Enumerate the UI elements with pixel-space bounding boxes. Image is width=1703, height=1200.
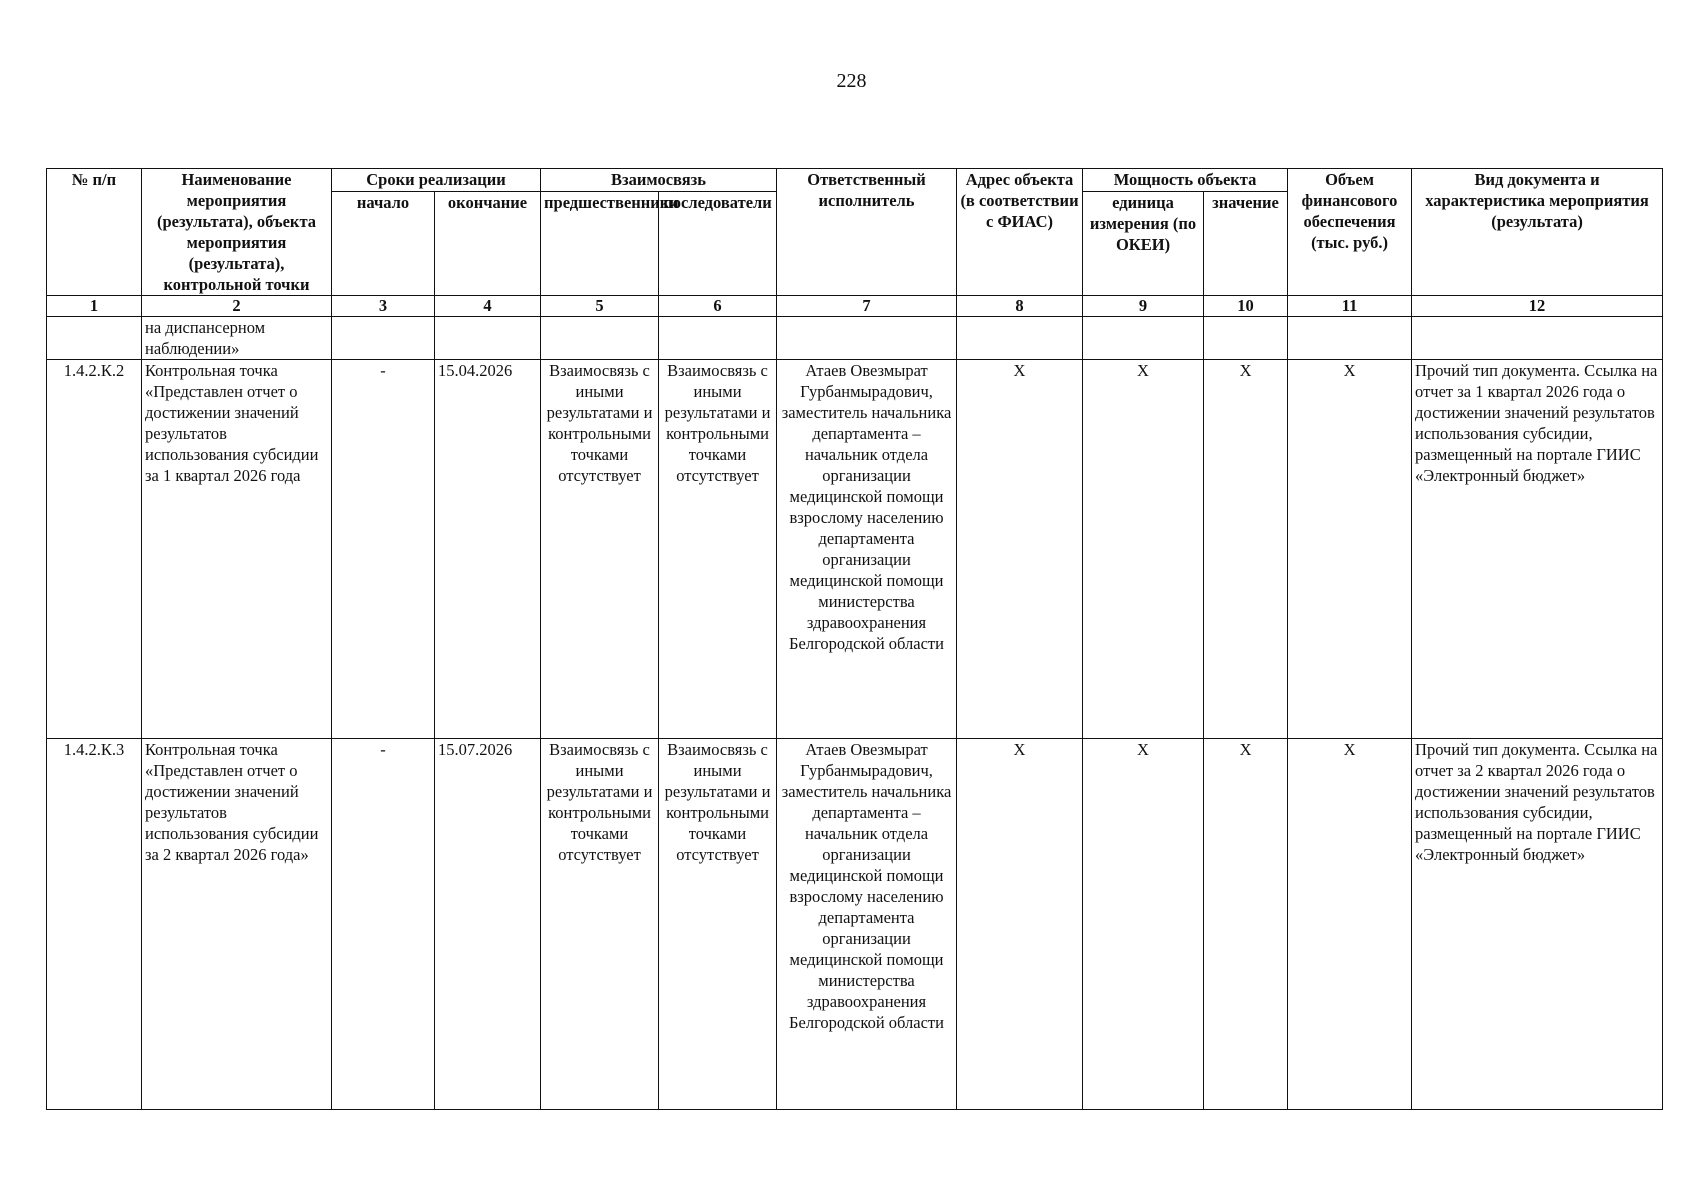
column-number: 4 bbox=[435, 296, 541, 317]
row-name: Контрольная точка «Представлен отчет о достижении значений результатов использования субсидии за 1 квартал 2026 года bbox=[142, 360, 332, 739]
header-capacity: Мощность объекта bbox=[1083, 169, 1288, 192]
row-predecessors: Взаимосвязь с иными результатами и контрольными точками отсутствует bbox=[541, 360, 659, 739]
continuation-row bbox=[47, 317, 1663, 360]
row-responsible: Атаев Овезмырат Гурбанмырадович, заместитель начальника департамента – начальник отдела организации медицинской помощи взрослому населению департамента организации медицинской помощи министерства здравоохранения Белгородской области bbox=[777, 739, 957, 1110]
empty-cell bbox=[1204, 317, 1288, 360]
header-address: Адрес объекта (в соответствии с ФИАС) bbox=[957, 169, 1083, 296]
empty-cell bbox=[1083, 317, 1204, 360]
header-terms-start: начало bbox=[332, 192, 435, 296]
empty-cell bbox=[777, 317, 957, 360]
header-relation-pred: предшественники bbox=[541, 192, 659, 296]
row-end: 15.04.2026 bbox=[435, 360, 541, 739]
column-number: 7 bbox=[777, 296, 957, 317]
row-start: - bbox=[332, 739, 435, 1110]
column-number: 9 bbox=[1083, 296, 1204, 317]
row-unit: X bbox=[1083, 739, 1204, 1110]
row-successors: Взаимосвязь с иными результатами и контрольными точками отсутствует bbox=[659, 739, 777, 1110]
header-relation: Взаимосвязь bbox=[541, 169, 777, 192]
header-doc-type: Вид документа и характеристика мероприятия (результата) bbox=[1412, 169, 1663, 296]
header-terms: Сроки реализации bbox=[332, 169, 541, 192]
column-number: 12 bbox=[1412, 296, 1663, 317]
column-number: 1 bbox=[47, 296, 142, 317]
empty-cell bbox=[957, 317, 1083, 360]
header-num: № п/п bbox=[47, 169, 142, 296]
row-name: Контрольная точка «Представлен отчет о достижении значений результатов использования субсидии за 2 квартал 2026 года» bbox=[142, 739, 332, 1110]
row-unit: X bbox=[1083, 360, 1204, 739]
row-value: X bbox=[1204, 360, 1288, 739]
row-num: 1.4.2.К.2 bbox=[47, 360, 142, 739]
row-end: 15.07.2026 bbox=[435, 739, 541, 1110]
page-number: 228 bbox=[836, 70, 867, 92]
table-row bbox=[47, 739, 1663, 1110]
row-responsible: Атаев Овезмырат Гурбанмырадович, заместитель начальника департамента – начальник отдела организации медицинской помощи взрослому населению департамента организации медицинской помощи министерства здравоохранения Белгородской области bbox=[777, 360, 957, 739]
header-row-1 bbox=[47, 169, 1663, 192]
empty-cell bbox=[659, 317, 777, 360]
cont-name-cell: на диспансерном наблюдении» bbox=[142, 317, 332, 360]
column-number: 10 bbox=[1204, 296, 1288, 317]
row-document: Прочий тип документа. Ссылка на отчет за 2 квартал 2026 года о достижении значений результатов использования субсидии, размещенный на портале ГИИС «Электронный бюджет» bbox=[1412, 739, 1663, 1110]
row-successors: Взаимосвязь с иными результатами и контрольными точками отсутствует bbox=[659, 360, 777, 739]
header-relation-next: последователи bbox=[659, 192, 777, 296]
row-funding: X bbox=[1288, 360, 1412, 739]
cont-num-cell bbox=[47, 317, 142, 360]
row-document: Прочий тип документа. Ссылка на отчет за 1 квартал 2026 года о достижении значений результатов использования субсидии, размещенный на портале ГИИС «Электронный бюджет» bbox=[1412, 360, 1663, 739]
column-number: 8 bbox=[957, 296, 1083, 317]
column-number-row bbox=[47, 296, 1663, 317]
column-number: 11 bbox=[1288, 296, 1412, 317]
header-responsible: Ответственный исполнитель bbox=[777, 169, 957, 296]
row-address: X bbox=[957, 739, 1083, 1110]
header-capacity-unit: единица измерения (по ОКЕИ) bbox=[1083, 192, 1204, 296]
empty-cell bbox=[332, 317, 435, 360]
empty-cell bbox=[1288, 317, 1412, 360]
header-capacity-value: значение bbox=[1204, 192, 1288, 296]
row-start: - bbox=[332, 360, 435, 739]
empty-cell bbox=[541, 317, 659, 360]
row-value: X bbox=[1204, 739, 1288, 1110]
column-number: 3 bbox=[332, 296, 435, 317]
empty-cell bbox=[435, 317, 541, 360]
table-row bbox=[47, 360, 1663, 739]
row-address: X bbox=[957, 360, 1083, 739]
plan-table bbox=[46, 168, 1663, 1110]
row-funding: X bbox=[1288, 739, 1412, 1110]
header-funding: Объем финансового обеспечения (тыс. руб.) bbox=[1288, 169, 1412, 296]
header-terms-end: окончание bbox=[435, 192, 541, 296]
column-number: 6 bbox=[659, 296, 777, 317]
header-name: Наименование мероприятия (результата), объекта мероприятия (результата), контрольной точки bbox=[142, 169, 332, 296]
row-predecessors: Взаимосвязь с иными результатами и контрольными точками отсутствует bbox=[541, 739, 659, 1110]
column-number: 5 bbox=[541, 296, 659, 317]
column-number: 2 bbox=[142, 296, 332, 317]
empty-cell bbox=[1412, 317, 1663, 360]
row-num: 1.4.2.К.3 bbox=[47, 739, 142, 1110]
